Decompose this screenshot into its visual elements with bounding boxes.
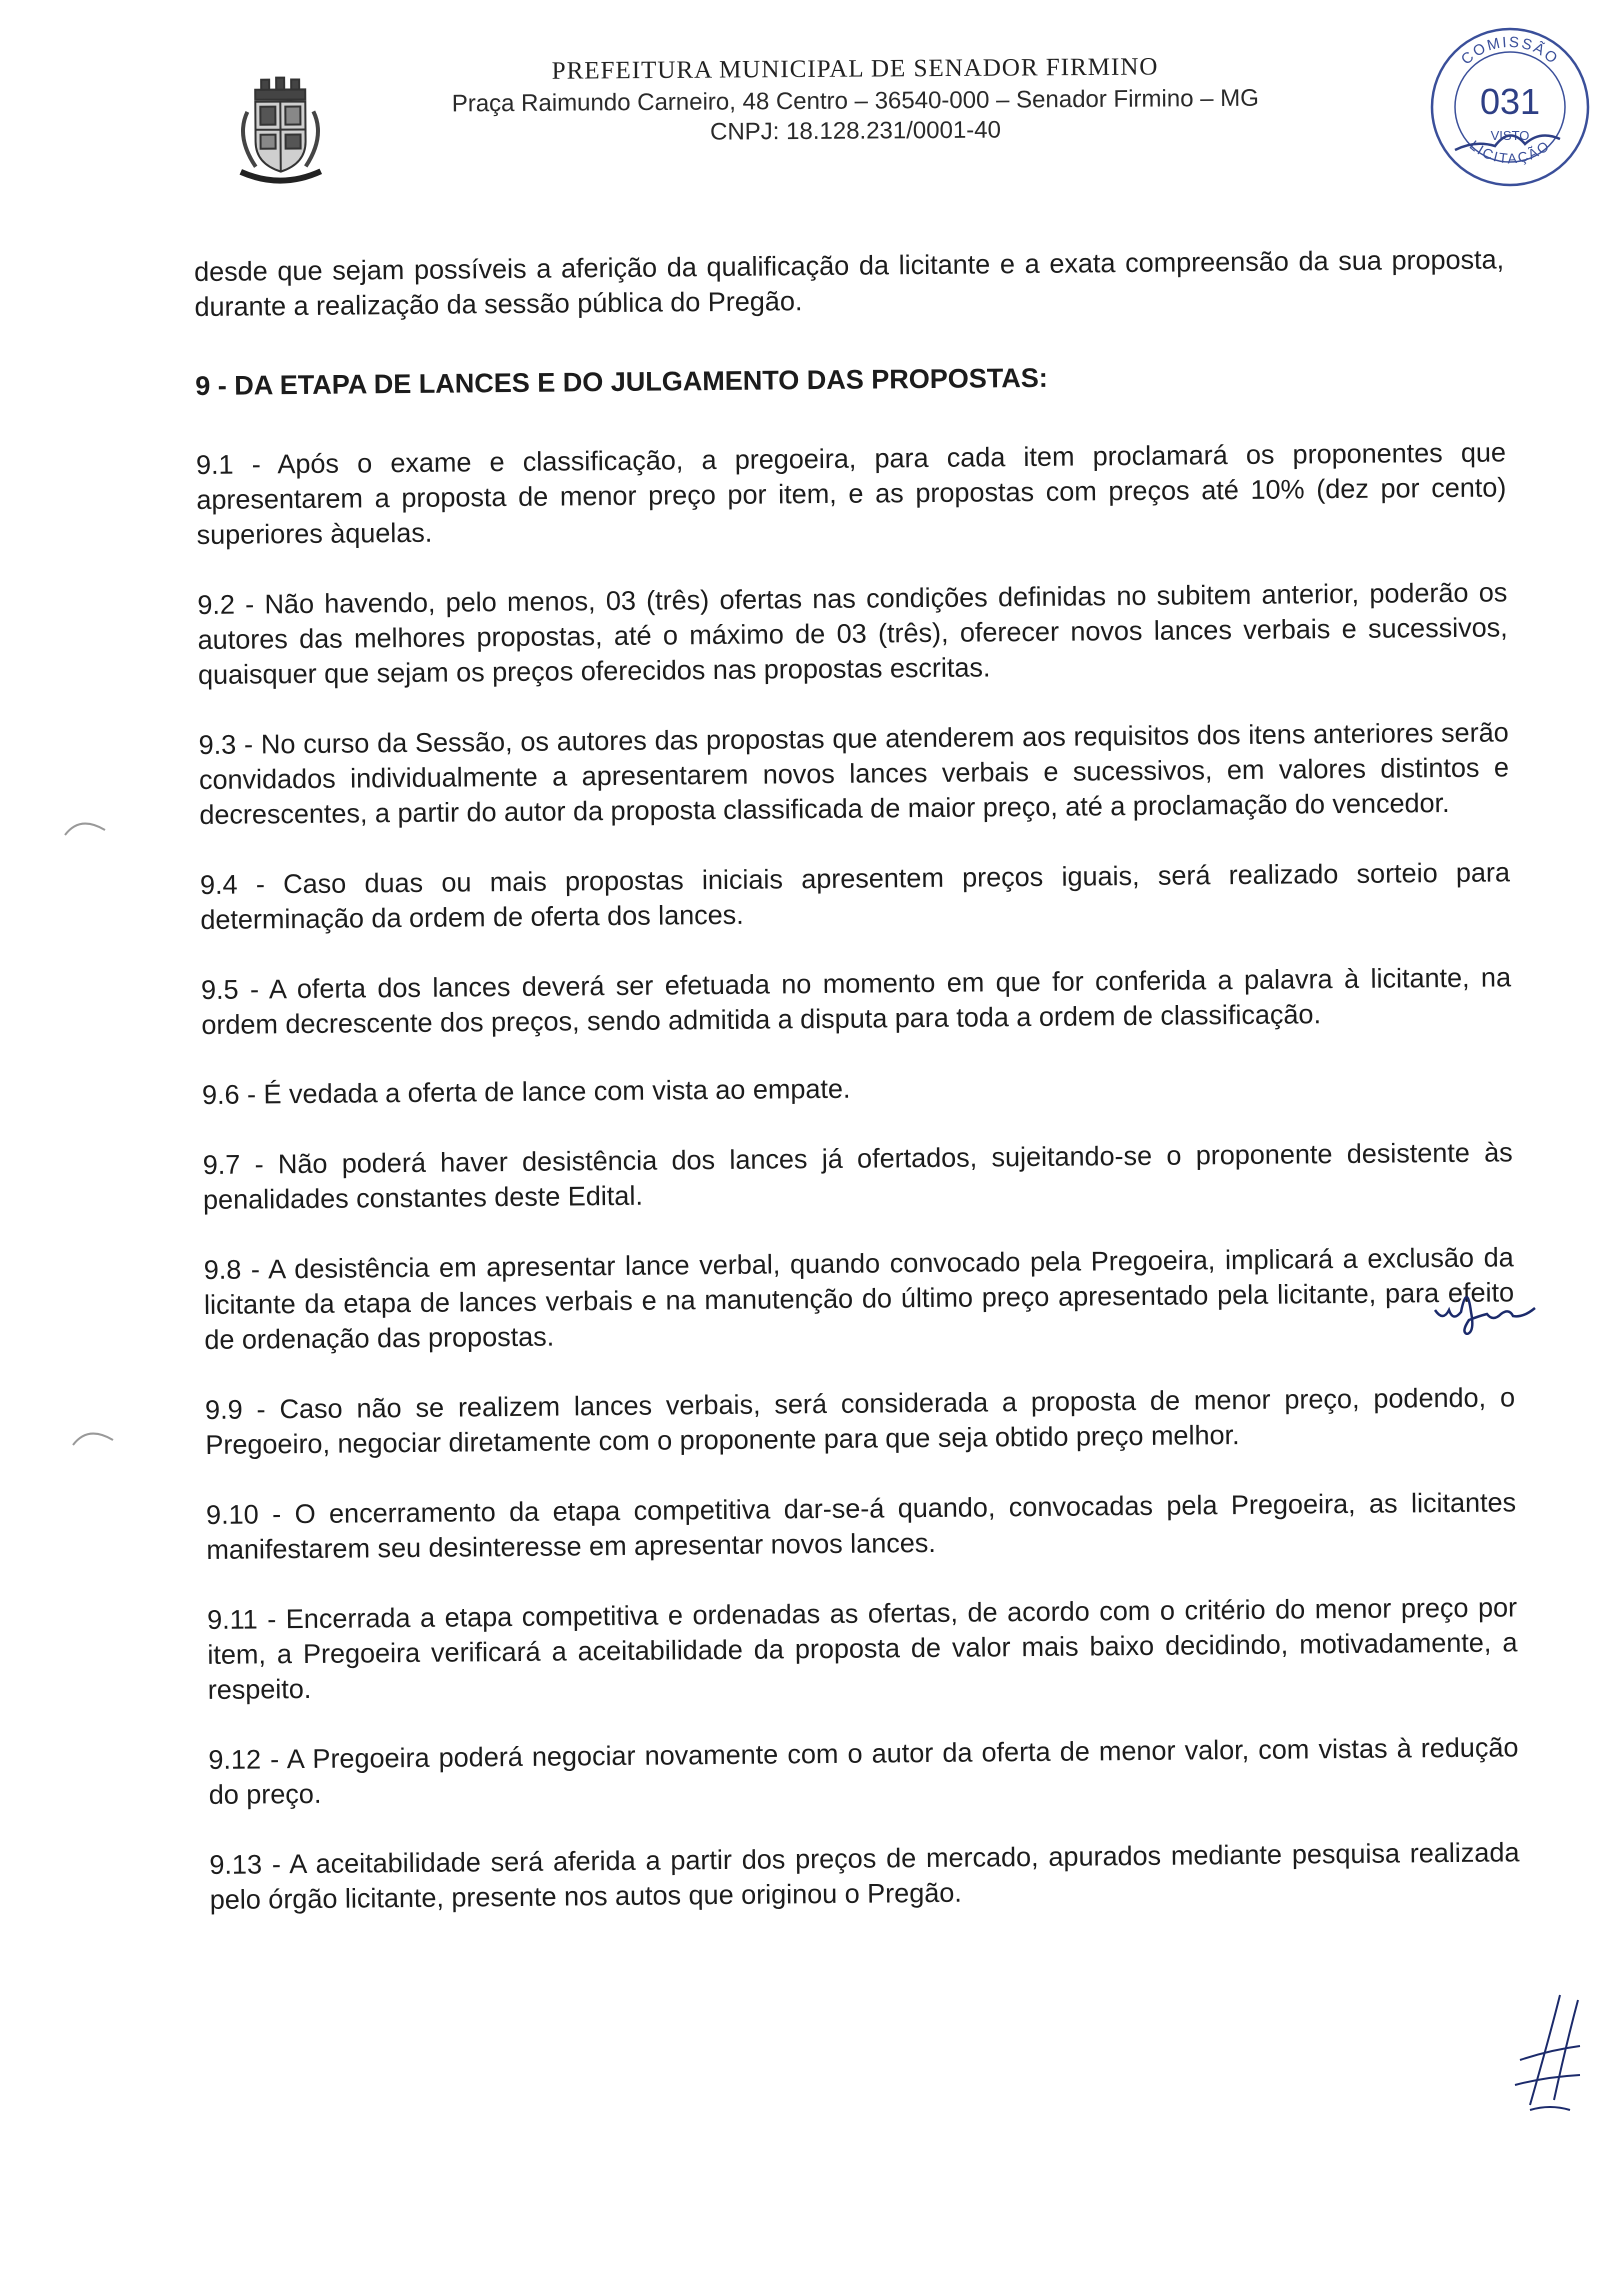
clause-9-1: 9.1 - Após o exame e classificação, a pregoeira, para cada item proclamará os proponentes que apresentarem a proposta de menor preço por item, e as propostas com preços até 10% (dez por cento) superiores àquelas. (195, 437, 1507, 550)
municipal-coat-of-arms-icon (225, 71, 336, 190)
institution-cnpj: CNPJ: 18.128.231/0001-40 (709, 116, 1002, 146)
institution-address: Praça Raimundo Carneiro, 48 Centro – 36540-000 – Senador Firmino – MG (451, 84, 1259, 118)
clause-9-8: 9.8 - A desistência em apresentar lance verbal, quando convocado pela Pregoeira, implicará a exclusão da licitante da etapa de lances verbais e na manutenção do último preço apresentado pela licitante, para efeito de ordenação das propostas. (203, 1242, 1515, 1355)
clause-9-13: 9.13 - A aceitabilidade será aferida a partir dos preços de mercado, apurados mediante pesquisa realizada pelo órgão licitante, presente nos autos que originou o Pregão. (209, 1837, 1520, 1915)
scan-margin-mark (60, 810, 110, 840)
clause-9-10: 9.10 - O encerramento da etapa competitiva dar-se-á quando, convocadas pela Pregoeira, as licitantes manifestarem seu desinteresse em apresentar novos lances. (205, 1487, 1517, 1565)
clause-9-2: 9.2 - Não havendo, pelo menos, 03 (três) ofertas nas condições definidas no subitem anterior, poderão os autores das melhores propostas, até o máximo de 03 (três), oferecer novos lances verbais e sucessivos, quaisquer que sejam os preços oferecidos nas propostas escritas. (197, 577, 1508, 690)
clause-9-6: 9.6 - É vedada a oferta de lance com vista ao empate. (201, 1073, 851, 1110)
clause-9-12: 9.12 - A Pregoeira poderá negociar novamente com o autor da oferta de menor valor, com vistas à redução do preço. (208, 1732, 1519, 1810)
clause-9-9: 9.9 - Caso não se realizem lances verbais, será considerada a proposta de menor preço, podendo, o Pregoeiro, negociar diretamente com o proponente para que seja obtido preço melhor. (204, 1382, 1516, 1460)
stamp-bottom-text: LICITAÇÃO (1466, 136, 1554, 167)
commission-stamp (1425, 22, 1595, 192)
handwritten-initials (1430, 1275, 1570, 1335)
clause-9-11: 9.11 - Encerrada a etapa competitiva e ordenadas as ofertas, de acordo com o critério do menor preço por item, a Pregoeira verificará a aceitabilidade da proposta de valor mais baixo decidindo, motivadamente, a respeito. (206, 1592, 1518, 1705)
scan-margin-mark (68, 1420, 118, 1450)
clause-9-7: 9.7 - Não poderá haver desistência dos lances já ofertados, sujeitando-se o proponente desistente às penalidades constantes deste Edital. (202, 1137, 1513, 1215)
stamp-middle-text: VISTO (1490, 128, 1530, 143)
intro-paragraph: desde que sejam possíveis a aferição da qualificação da licitante e a exata compreensão da sua proposta, durante a realização da sessão pública do Pregão. (194, 244, 1505, 322)
document-body (194, 242, 1520, 1952)
clause-9-4: 9.4 - Caso duas ou mais propostas iniciais apresentem preços iguais, será realizado sorteio para determinação da ordem de oferta dos lances. (199, 857, 1511, 935)
letterhead-text (385, 52, 1326, 149)
clause-9-5: 9.5 - A oferta dos lances deverá ser efetuada no momento em que for conferida a palavra à licitante, na ordem decrescente dos preços, sendo admitida a disputa para toda a ordem de classificação. (200, 962, 1512, 1040)
institution-name: PREFEITURA MUNICIPAL DE SENADOR FIRMINO (551, 53, 1159, 85)
section-title: 9 - DA ETAPA DE LANCES E DO JULGAMENTO DAS PROPOSTAS: (195, 362, 1048, 401)
stamp-top-text: COMISSÃO (1457, 33, 1562, 69)
handwritten-signature (1500, 1990, 1590, 2130)
stamp-number: 031 (1479, 81, 1541, 122)
clause-9-3: 9.3 - No curso da Sessão, os autores das propostas que atenderem aos requisitos dos itens anteriores serão convidados individualmente a apresentarem novos lances verbais e sucessivos, em valores distintos e decrescentes, a partir do autor da proposta classificada de maior preço, até a proclamação do vencedor. (198, 717, 1510, 830)
letterhead (225, 52, 1426, 210)
